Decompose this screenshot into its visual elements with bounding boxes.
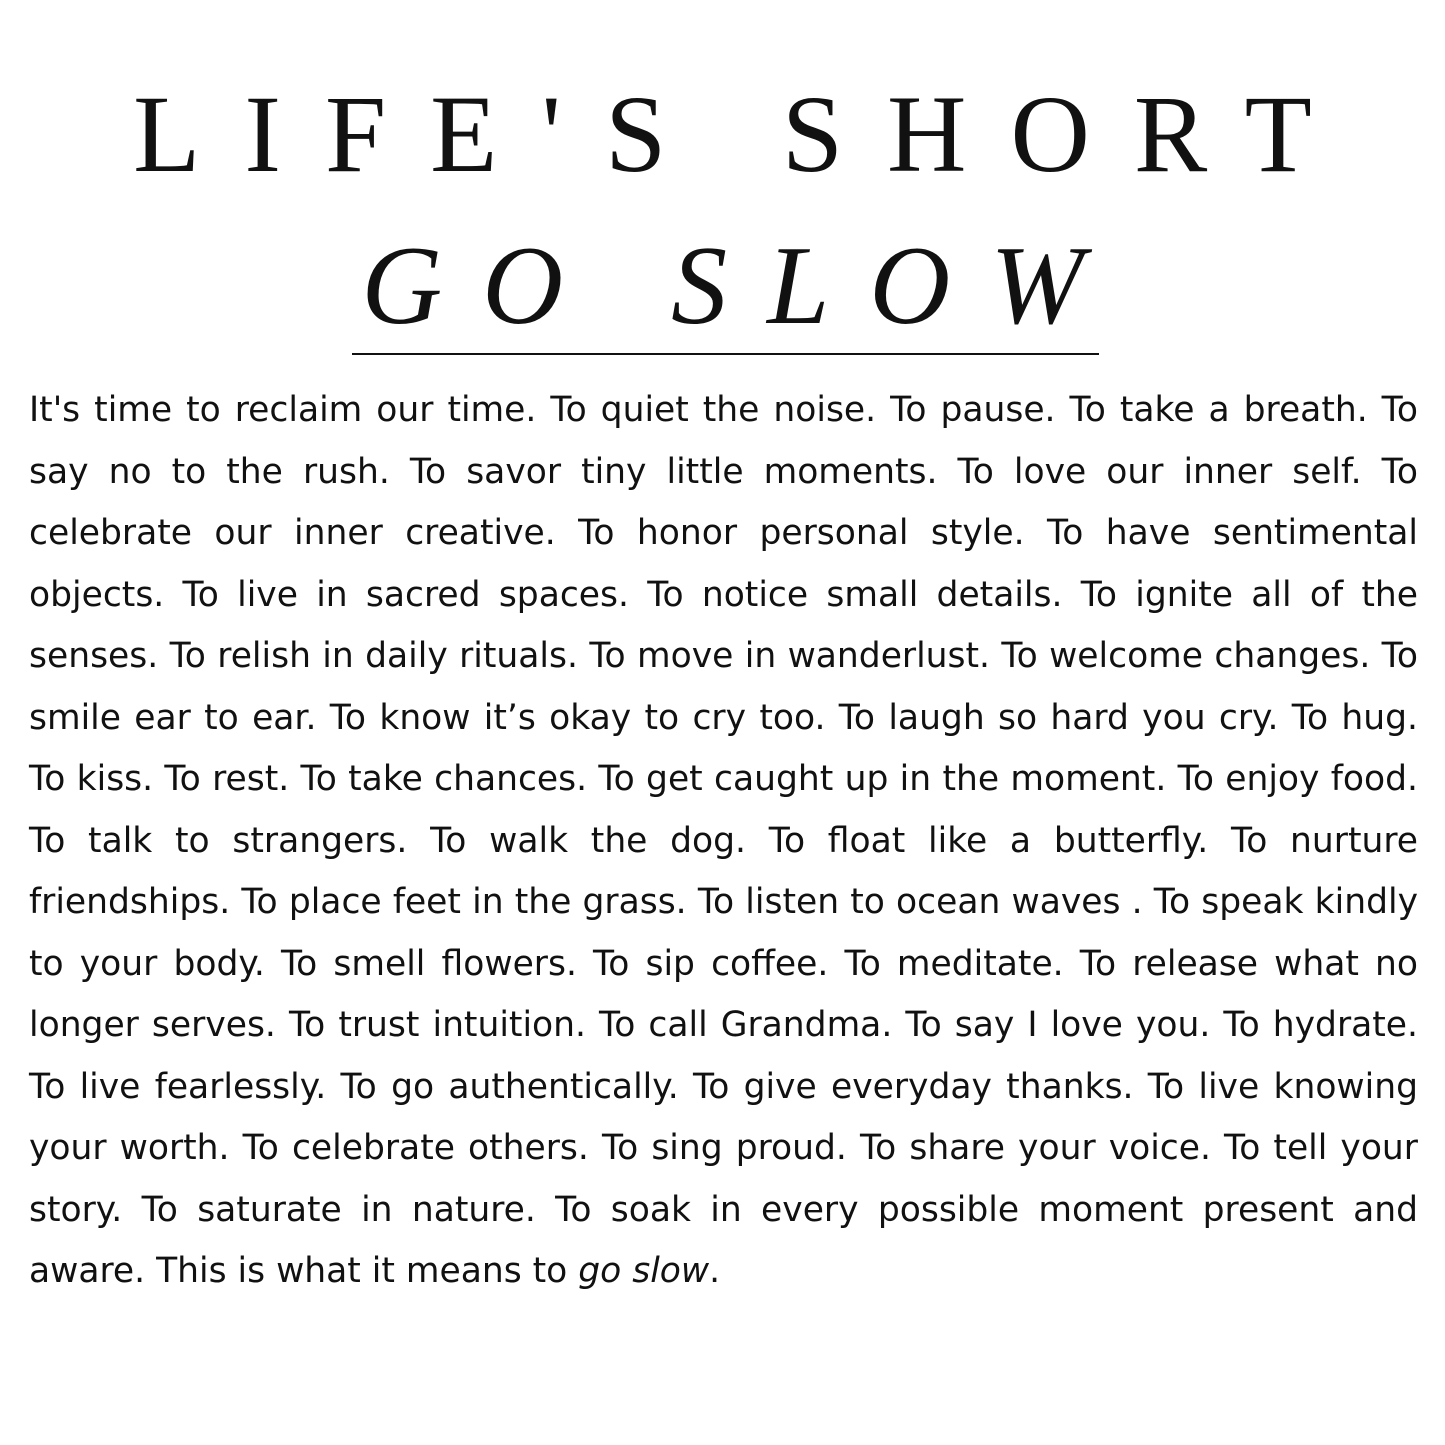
manifesto-text: It's time to reclaim our time. To quiet the noise. To pause. To take a breath. To say no to the rush. To savor tiny little moments. To love our inner self. To celebrate our inner creative. To honor personal style. To have sentimental objects. To live in sacred spaces. To notice small details. To ignite all of the senses. To relish in daily rituals. To move in wanderlust. To welcome changes. To smile ear to ear. To know it’s okay to cry too. To laugh so hard you cry. To hug. To kiss. To rest. To take chances. To get caught up in the moment. To enjoy food. To talk to strangers. To walk the dog. To float like a butterfly. To nurture friendships. To place feet in the grass. To listen to ocean waves . To speak kindly to your body. To smell flowers. To sip coffee. To meditate. To release what no longer serves. To trust intuition. To call Grandma. To say I love you. To hydrate. To live fearlessly. To go authentically. To give everyday thanks. To live knowing your worth. To celebrate others. To sing proud. To share your voice. To tell your story. To saturate in nature. To soak in every possible moment present and aware. This is what it means to xyxy=(29,390,1418,1291)
title-divider xyxy=(352,353,1099,355)
title-go-slow: GO SLOW xyxy=(361,224,1124,348)
closing-emphasis: go slow xyxy=(578,1251,710,1291)
title-lifes-short: LIFE'S SHORT xyxy=(133,73,1356,195)
manifesto-paragraph xyxy=(29,380,1418,1303)
closing-punctuation: . xyxy=(709,1251,721,1291)
